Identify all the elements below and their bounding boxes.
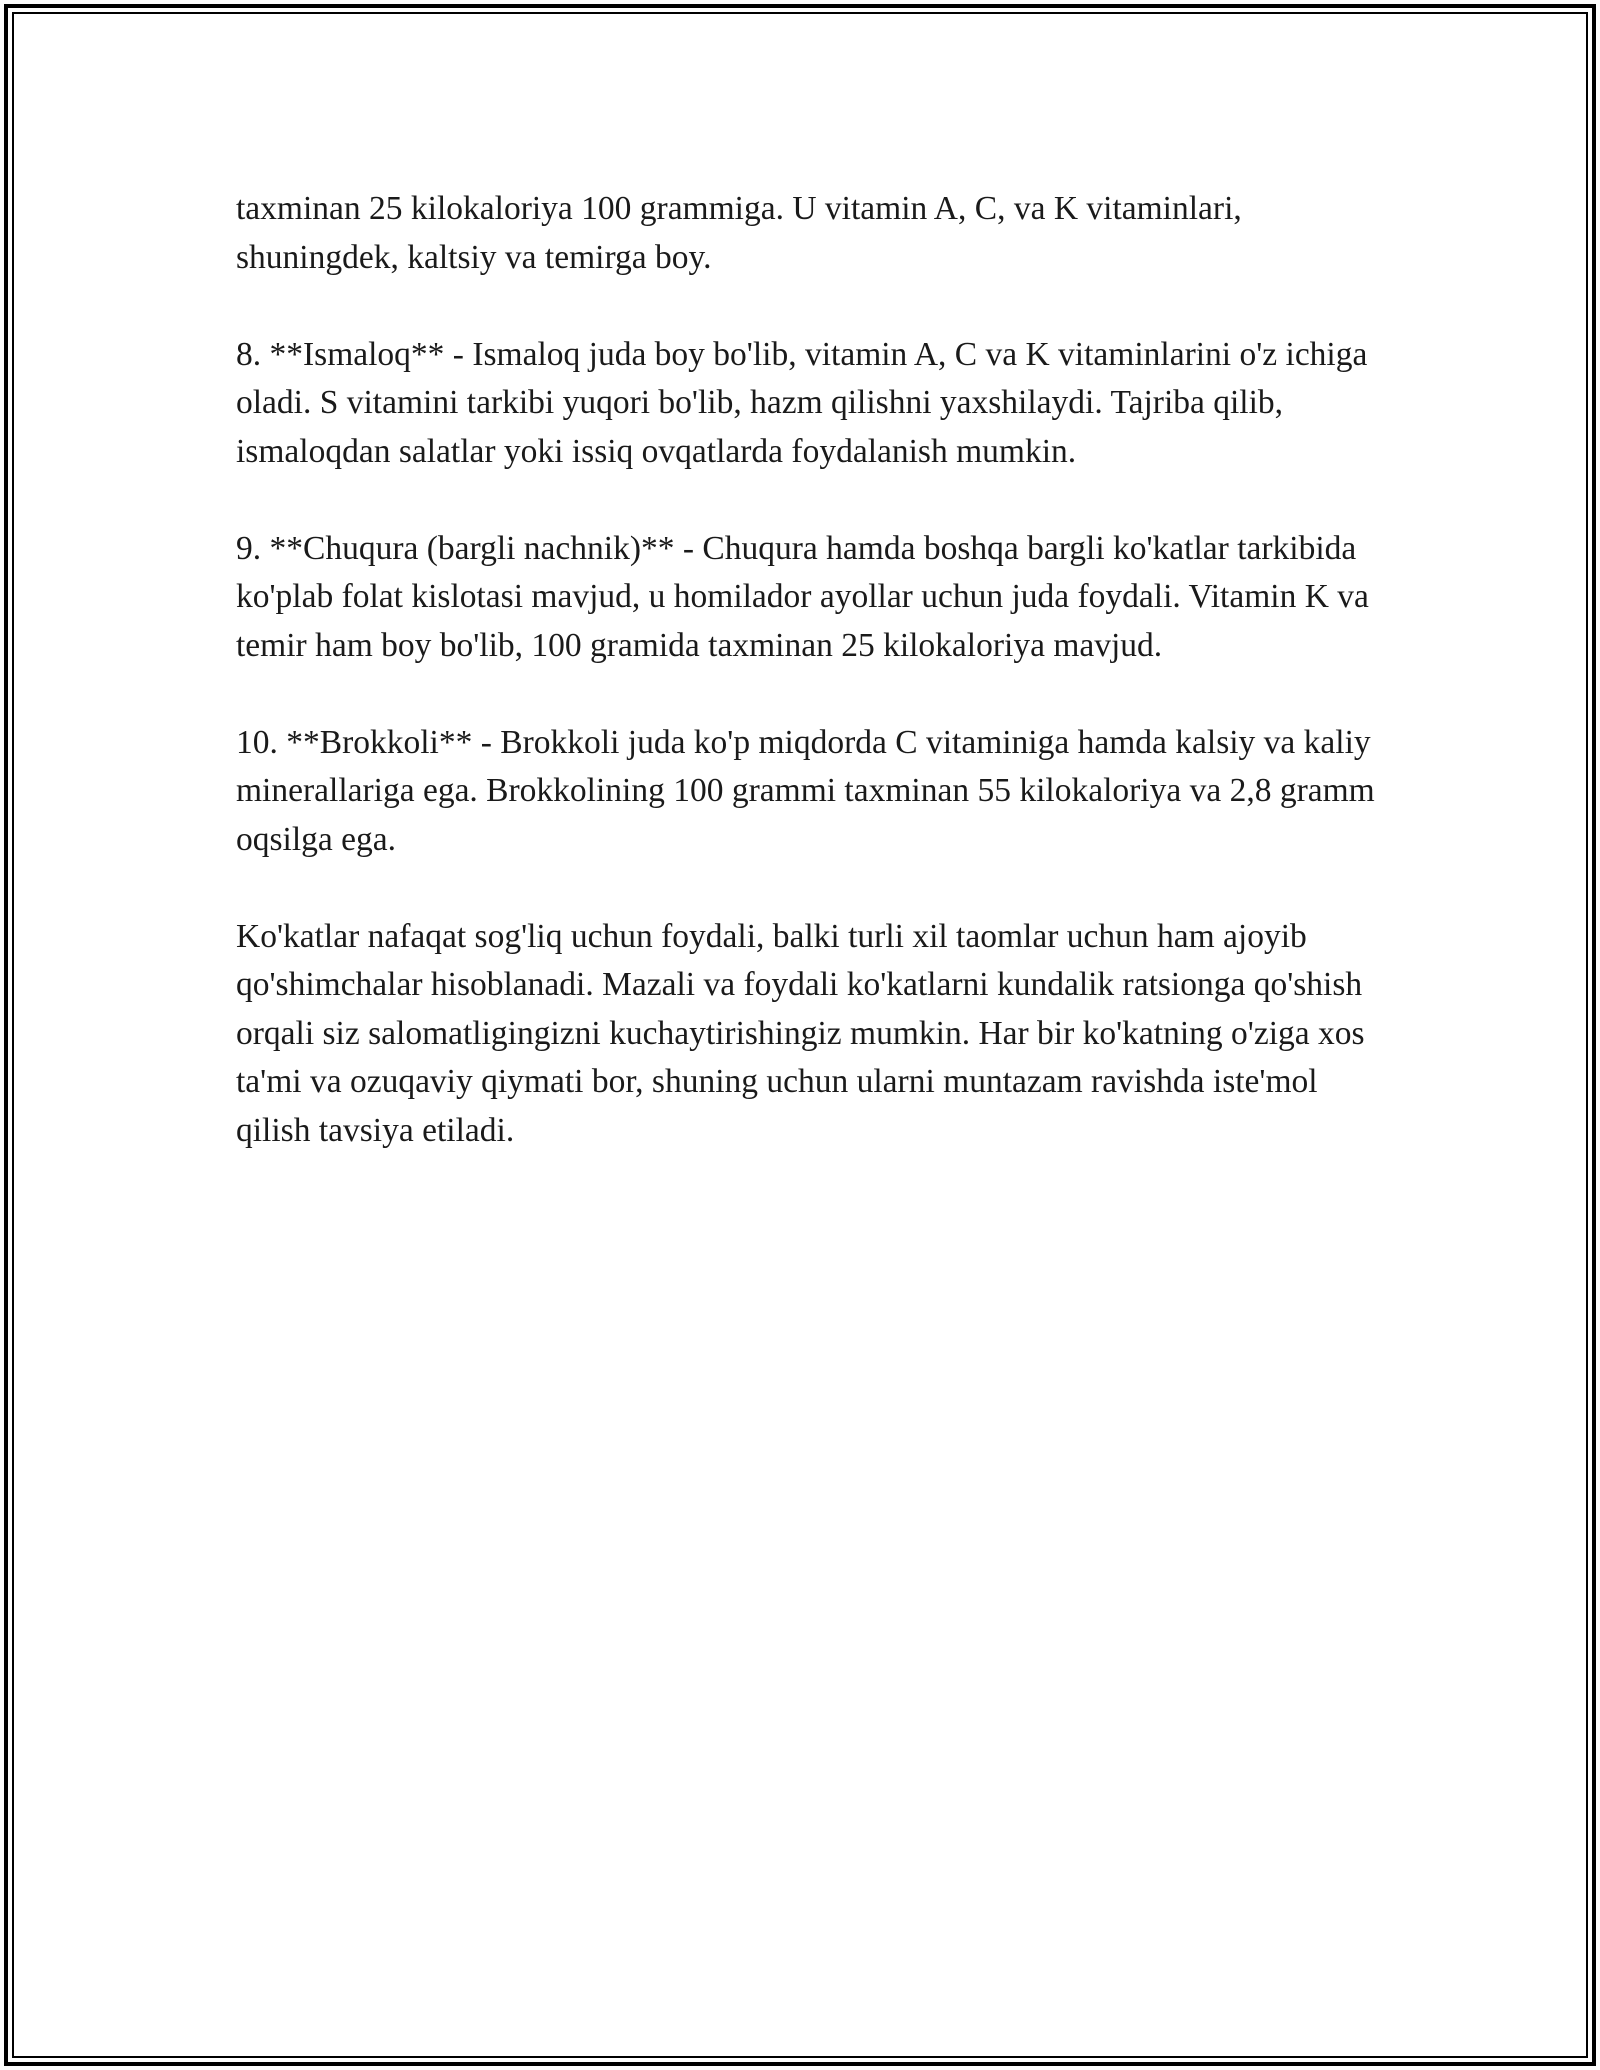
paragraph-chuqura: 9. **Chuqura (bargli nachnik)** - Chuqura hamda boshqa bargli ko'katlar tarkibida ko'plab folat kislotasi mavjud, u homilador ayollar uchun juda foydali. Vitamin K va temir ham boy bo'lib, 100 gramida taxminan 25 kilokaloriya mavjud. bbox=[236, 529, 1369, 664]
paragraph-vegetable-continued: taxminan 25 kilokaloriya 100 grammiga. U vitamin A, C, va K vitaminlari, shuningdek, kaltsiy va temirga boy. bbox=[236, 190, 1242, 276]
paragraph-conclusion: Ko'katlar nafaqat sog'liq uchun foydali, balki turli xil taomlar uchun ham ajoyib qo'shimchalar hisoblanadi. Mazali va foydali ko'katlarni kundalik ratsionga qo'shish orqali siz salomatligingizni kuchaytirishingiz mumkin. Har bir ko'katning o'ziga xos ta'mi va ozuqaviy qiymati bor, shuning uchun ularni muntazam ravishda iste'mol qilish tavsiya etiladi. bbox=[236, 917, 1365, 1149]
paragraph-brokkoli: 10. **Brokkoli** - Brokkoli juda ko'p miqdorda C vitaminiga hamda kalsiy va kaliy minerallariga ega. Brokkolining 100 grammi taxminan 55 kilokaloriya va 2,8 gramm oqsilga ega. bbox=[236, 723, 1375, 858]
document-body bbox=[236, 185, 1386, 1204]
paragraph-ismaloq: 8. **Ismaloq** - Ismaloq juda boy bo'lib, vitamin A, C va K vitaminlarini o'z ichiga oladi. S vitamini tarkibi yuqori bo'lib, hazm qilishni yaxshilaydi. Tajriba qilib, ismaloqdan salatlar yoki issiq ovqatlarda foydalanish mumkin. bbox=[236, 335, 1368, 470]
